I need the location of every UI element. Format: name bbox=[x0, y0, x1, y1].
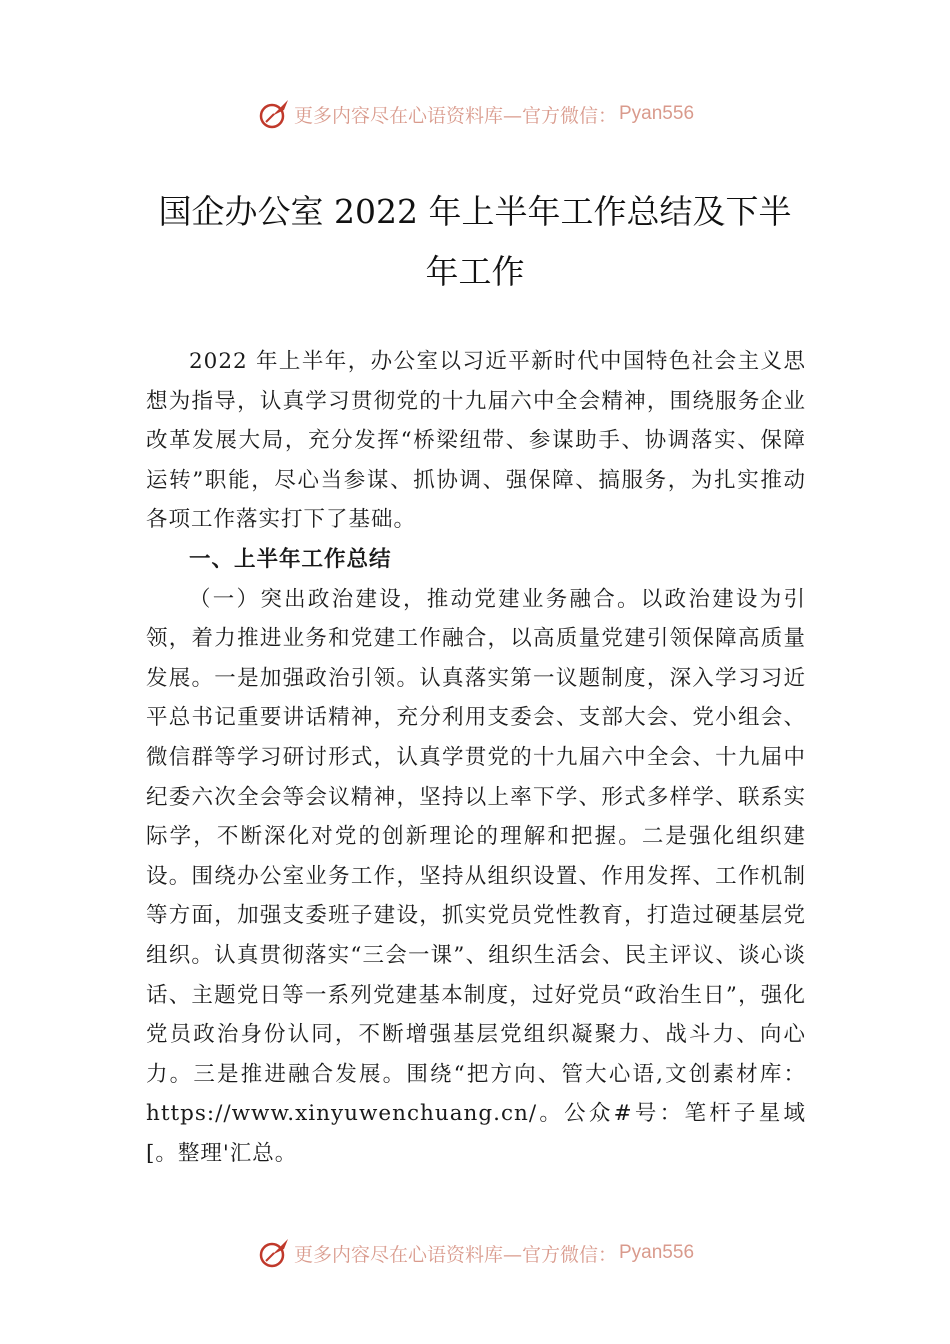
intro-paragraph: 2022 年上半年，办公室以习近平新时代中国特色社会主义思想为指导，认真学习贯彻党的十九届六中全会精神，围绕服务企业改革发展大局，充分发挥“桥梁纽带、参谋助手、协调落实、保障运转”职能，尽心当参谋、抓协调、强保障、搞服务，为扎实推动各项工作落实打下了基础。 bbox=[146, 349, 806, 533]
document-title bbox=[100, 182, 850, 302]
section-paragraph: （一）突出政治建设，推动党建业务融合。以政治建设为引领，着力推进业务和党建工作融合，以高质量党建引领保障高质量发展。一是加强政治引领。认真落实第一议题制度，深入学习习近平总书记重要讲话精神，充分利用支委会、支部大会、党小组会、微信群等学习研讨形式，认真学贯党的十九届六中全会、十九届中纪委六次全会等会议精神，坚持以上率下学、形式多样学、联系实际学，不断深化对党的创新理论的理解和把握。二是强化组织建设。围绕办公室业务工作，坚持从组织设置、作用发挥、工作机制等方面，加强支委班子建设，抓实党员党性教育，打造过硬基层党组织。认真贯彻落实“三会一课”、组织生活会、民主评议、谈心谈话、主题党日等一系列党建基本制度，过好党员“政治生日”，强化党员政治身份认同，不断增强基层党组织凝聚力、战斗力、向心力。三是推进融合发展。围绕“把方向、管大心语,文创素材库：https://www.xinyuwenchuang.cn/。公众#号：笔杆子星域[。整理'汇总。 bbox=[146, 586, 806, 1166]
watermark-wechat-id: Pyan556 bbox=[619, 103, 695, 124]
title-line-1: 国企办公室 2022 年上半年工作总结及下半 bbox=[158, 192, 792, 231]
watermark-text: 更多内容尽在心语资料库—官方微信： bbox=[293, 1243, 617, 1266]
document-body bbox=[146, 342, 806, 1173]
watermark-wechat-id: Pyan556 bbox=[619, 1242, 695, 1263]
section-heading: 一、上半年工作总结 bbox=[189, 546, 392, 572]
quill-logo-icon bbox=[256, 96, 292, 132]
watermark-text: 更多内容尽在心语资料库—官方微信： bbox=[293, 104, 617, 127]
title-line-2: 年工作 bbox=[425, 252, 525, 291]
watermark-banner-top bbox=[0, 94, 950, 134]
quill-logo-icon bbox=[256, 1235, 292, 1271]
watermark-banner-bottom bbox=[0, 1233, 950, 1273]
